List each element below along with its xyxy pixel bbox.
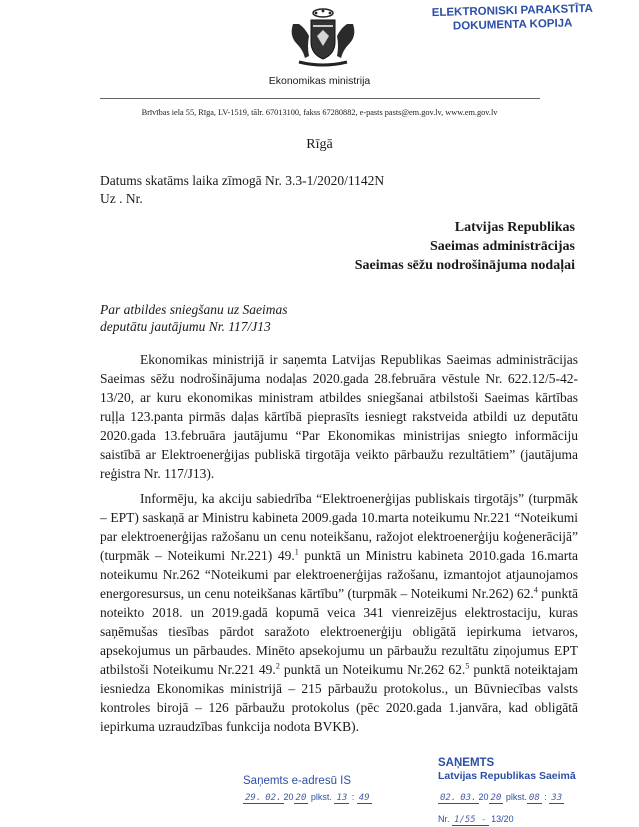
paragraph-2-text-c: punktā noteikto 2018. un 2019.gadā kopumā veica 341 vienreizējus elektrostaciju, kuras saņēmušas tiesības pārdot saražoto elektroenerģiju obligātā iepirkuma ietvaros, apsekojumus un pārbaudes. Minēto apsekojumu un pārbaužu rezultātu ziņojumus EPT atbilstoši Noteikumu Nr.221 49. [100, 586, 579, 677]
subject-line-2: deputātu jautājumu Nr. 117/J13 [100, 319, 271, 334]
recipient-block [355, 218, 575, 275]
subject-line-1: Par atbildes sniegšanu uz Saeimas [100, 302, 288, 317]
saeima-stamp-subtitle: Latvijas Republikas Saeimā [438, 770, 576, 782]
header-divider [100, 98, 540, 99]
email-receipt-stamp: Saņemts e-adresū IS 29. 02. 20 20 plkst. 13 : 49 [243, 775, 370, 803]
dateline-number: Datums skatāms laika zīmogā Nr. 3.3-1/2020/1142N [100, 173, 385, 188]
saeima-stamp-no-label: Nr. [438, 814, 450, 824]
saeima-stamp-month: 03. [460, 793, 477, 803]
body-paragraph-2 [100, 489, 578, 736]
paragraph-2-text-b: punktā un Ministru kabineta 2010.gada 16.marta noteikumu Nr.262 “Noteikumi par elektroenerģijas ražošanu, izmantojot atjaunojamos energoresursus, un cenu noteikšanas kārtību” (turpmāk – Noteikumi Nr.262) 62. [100, 548, 578, 601]
footnote-sup: 2 [275, 661, 280, 671]
subject-block [100, 301, 288, 335]
paragraph-1-text: Ekonomikas ministrijā ir saņemta Latvijas Republikas Saeimas administrācijas Saeimas sēžu nodrošinājuma nodaļas 2020.gada 28.februāra vēstule Nr. 622.12/5-42-13/20, ar kuru ekonomikas ministram atbildes sniegšanai atbilstoši Saeimas kārtības ruļļa 123.panta pirmās daļas kārtībā pieprasīts iesniegt rakstveida atbildi uz deputātu 2020.gada 13.februāra jautājumu “Par Ekonomikas ministrijas sniegto informāciju saistībā ar Elektroenerģijas publiskā tirgotāja veikto pārbaužu rezultātiem” (jautājuma reģistra Nr. 117/J13). [100, 352, 578, 481]
saeima-receipt-stamp: SAŅEMTS Latvijas Republikas Saeimā 02. 03. 20 20 plkst. 08 : 33 Nr. 1/55 - 13/20 [438, 757, 576, 825]
dateline-reference: Uz . Nr. [100, 191, 143, 206]
dateline [100, 172, 384, 208]
saeima-stamp-day: 02. [440, 793, 457, 803]
email-stamp-hour: 13 [336, 793, 348, 803]
saeima-stamp-year-prefix: 20 [478, 792, 489, 802]
body-paragraph-1 [100, 350, 578, 483]
stamp-line-2: DOKUMENTA KOPIJA [452, 17, 573, 33]
paragraph-2-text-a: Informēju, ka akciju sabiedrība “Elektroenerģijas publiskais tirgotājs” (turpmāk – EPT) saskaņā ar Ministru kabineta 2009.gada 10.marta noteikumu Nr.221 “Noteikumi par elektroenerģijas ražošanu un cenu noteikšanu, ražojot elektroenerģiju koģenerācijā” (turpmāk – Noteikumi Nr.221) 49. [100, 491, 578, 563]
recipient-line-1: Latvijas Republikas [454, 220, 575, 235]
electronic-signature-stamp [400, 1, 626, 35]
email-stamp-month: 02. [265, 793, 282, 803]
saeima-stamp-suffix: 13/20 [491, 814, 514, 824]
email-stamp-year: 20 [295, 793, 307, 803]
paragraph-2-text-d: punktā un Noteikumu Nr.262 62. [279, 662, 466, 677]
contacts-line: Brīvības iela 55, Rīga, LV-1519, tālr. 67013100, fakss 67280882, e-pasts pasts@em.gov.lv, www.em.gov.lv [141, 108, 498, 117]
ministry-name: Ekonomikas ministrija [268, 75, 371, 87]
saeima-stamp-hour: 08 [528, 793, 540, 803]
city: Rīgā [306, 137, 333, 152]
saeima-stamp-title: SAŅEMTS [438, 757, 495, 769]
email-stamp-day: 29. [245, 793, 262, 803]
paragraph-2-text-e: punktā noteiktajam iesniedza Ekonomikas ministrijā – 215 pārbaužu protokolus., un Būvniecības valsts kontroles birojā – 126 pārbaužu protokolus (pēc 2020.gada 1.janvāra, kad obligātā iepirkuma uzraudzības funkcija nodota BVKB). [100, 662, 578, 734]
saeima-stamp-time-label: plkst. [505, 792, 527, 802]
email-stamp-time-label: plkst. [310, 792, 332, 802]
recipient-line-2: Saeimas administrācijas [429, 239, 575, 254]
saeima-stamp-number: 1/55 - [454, 815, 487, 825]
recipient-line-3: Saeimas sēžu nodrošinājuma nodaļai [354, 258, 575, 273]
footnote-sup: 5 [465, 661, 470, 671]
footnote-sup: 4 [533, 585, 538, 595]
coat-of-arms-icon [285, 6, 361, 68]
footnote-sup: 1 [294, 547, 299, 557]
saeima-stamp-year: 20 [490, 793, 502, 803]
email-stamp-minute: 49 [358, 793, 370, 803]
email-stamp-title: Saņemts e-adresū IS [243, 775, 352, 787]
saeima-stamp-minute: 33 [551, 793, 563, 803]
email-stamp-year-prefix: 20 [283, 792, 294, 802]
stamp-line-1: ELEKTRONISKI PARAKSTĪTA [431, 2, 594, 20]
